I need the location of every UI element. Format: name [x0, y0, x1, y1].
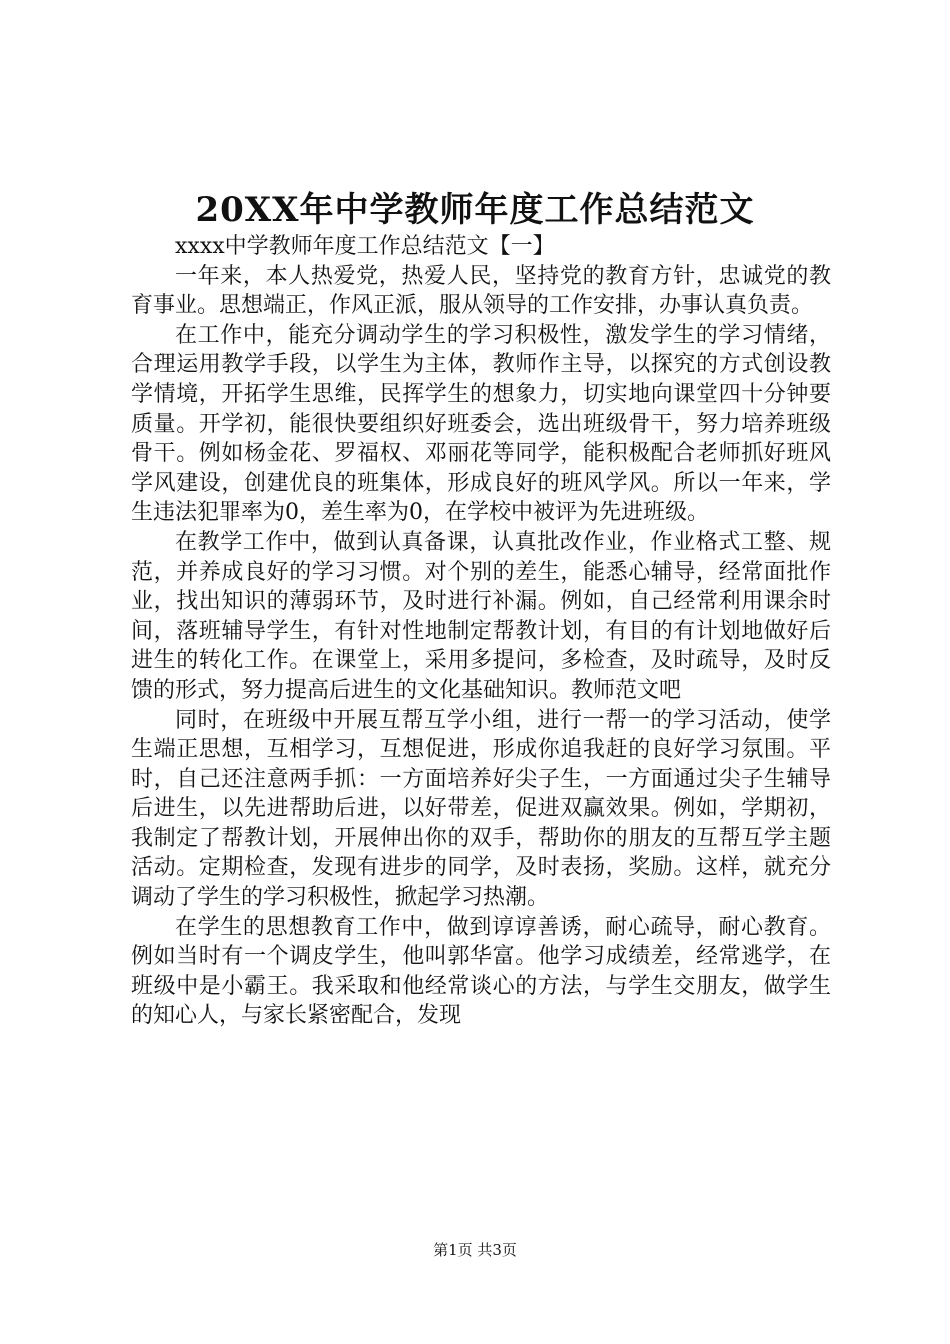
- document-title: 20XX年中学教师年度工作总结范文: [195, 190, 755, 230]
- paragraph: 在学生的思想教育工作中，做到谆谆善诱，耐心疏导，耐心教育。例如当时有一个调皮学生，他叫郭华富。他学习成绩差，经常逃学，在班级中是小霸王。我采取和他经常谈心的方法，与学生交朋友，做学生的知心人，与家长紧密配合，发现: [131, 914, 831, 1029]
- paragraph: 一年来，本人热爱党，热爱人民，坚持党的教育方针，忠诚党的教育事业。思想端正，作风正派，服从领导的工作安排，办事认真负责。: [131, 263, 831, 319]
- paragraph: 在工作中，能充分调动学生的学习积极性，激发学生的学习情绪，合理运用教学手段，以学生为主体，教师作主导，以探究的方式创设教学情境，开拓学生思维，民挥学生的想象力，切实地向课堂四十分钟要质量。开学初，能很快要组织好班委会，选出班级骨干，努力培养班级骨干。例如杨金花、罗福权、邓丽花等同学，能积极配合老师抓好班风学风建设，创建优良的班集体，形成良好的班风学风。所以一年来，学生违法犯罪率为0，差生率为0，在学校中被评为先进班级。: [131, 322, 831, 526]
- paragraph: 在教学工作中，做到认真备课，认真批改作业，作业格式工整、规范，并养成良好的学习习惯。对个别的差生，能悉心辅导，经常面批作业，找出知识的薄弱环节，及时进行补漏。例如，自己经常利用课余时间，落班辅导学生，有针对性地制定帮教计划，有目的有计划地做好后进生的转化工作。在课堂上，采用多提问，多检查，及时疏导，及时反馈的形式，努力提高后进生的文化基础知识。教师范文吧: [131, 529, 831, 703]
- paragraph: 同时，在班级中开展互帮互学小组，进行一帮一的学习活动，使学生端正思想，互相学习，互想促进，形成你追我赶的良好学习氛围。平时，自己还注意两手抓：一方面培养好尖子生，一方面通过尖子生辅导后进生，以先进帮助后进，以好带差，促进双赢效果。例如，学期初，我制定了帮教计划，开展伸出你的双手，帮助你的朋友的互帮互学主题活动。定期检查，发现有进步的同学，及时表扬，奖励。这样，就充分调动了学生的学习积极性，掀起学习热潮。: [131, 707, 831, 911]
- page-footer: 第1页 共3页: [433, 1241, 517, 1259]
- document-body: [131, 232, 831, 1031]
- section-heading: xxxx中学教师年度工作总结范文【一】: [175, 234, 555, 259]
